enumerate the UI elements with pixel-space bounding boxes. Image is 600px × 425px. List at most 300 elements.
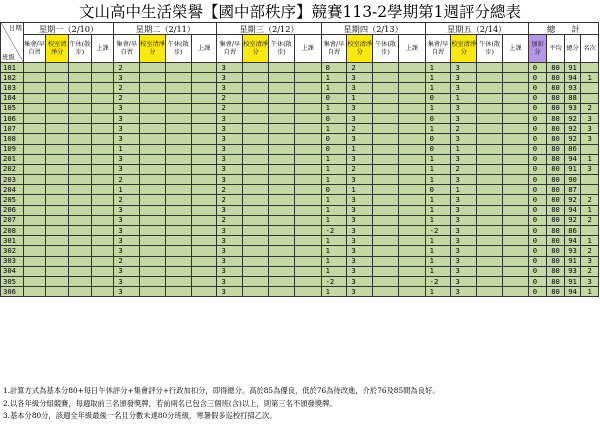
fri-cell [477,144,503,154]
class-cell: 303 [1,256,24,266]
wed-cell [243,266,269,276]
tue-cell [165,83,191,93]
fri-cell: 1 [425,103,451,113]
class-cell: 206 [1,205,24,215]
class-cell: 204 [1,185,24,195]
mon-cell [69,226,92,236]
tue-cell: 3 [114,113,140,123]
fri-cell [502,63,528,73]
wed-cell: 3 [217,256,243,266]
score-cell: 94 [564,154,580,164]
wed-cell [268,83,294,93]
mon-cell [91,195,114,205]
mon-cell [46,113,69,123]
average-cell: 80 [547,195,565,205]
mon-cell [69,103,92,113]
class-cell: 203 [1,175,24,185]
wed-cell [294,93,321,103]
table-row [1,215,599,225]
tue-cell [191,103,217,113]
tue-cell: 1 [114,144,140,154]
rank-cell: 3 [581,256,599,266]
fri-cell [477,83,503,93]
tue-cell [191,287,217,297]
bonus-cell: 0 [528,83,547,93]
rank-cell [581,63,599,73]
tue-cell [191,256,217,266]
fri-cell [502,83,528,93]
score-cell: 88 [564,93,580,103]
thu-cell [373,83,399,93]
mon-cell [91,256,114,266]
thu-cell: 1 [321,287,347,297]
fri-cell: 3 [451,246,477,256]
tue-cell: 3 [114,124,140,134]
fri-cell: 3 [451,226,477,236]
bonus-cell: 0 [528,215,547,225]
score-cell: 94 [564,236,580,246]
mon-cell [91,246,114,256]
fri-cell: 3 [451,73,477,83]
wed-cell [268,124,294,134]
thu-cell [398,287,425,297]
day3-subhead-1: 集會/早自習 [217,35,243,63]
rank-cell: 1 [581,236,599,246]
day5-subhead-2: 校室清淨分 [451,35,477,63]
thu-cell: 1 [321,246,347,256]
wed-cell [243,226,269,236]
table-row [1,236,599,246]
class-cell: 302 [1,246,24,256]
score-cell: 86 [564,144,580,154]
fri-cell: -2 [425,226,451,236]
tue-cell: 3 [114,287,140,297]
tue-cell: 2 [114,83,140,93]
tue-cell [191,185,217,195]
thu-cell [398,134,425,144]
fri-cell: 1 [425,246,451,256]
wed-cell [268,93,294,103]
mon-cell [91,134,114,144]
tue-cell [140,276,166,286]
tue-cell [140,175,166,185]
score-cell: 92 [564,195,580,205]
bonus-cell: 0 [528,276,547,286]
tue-cell [165,113,191,123]
mon-cell [23,256,46,266]
thu-cell [373,276,399,286]
fri-cell: 3 [451,195,477,205]
score-cell: 91 [564,63,580,73]
fri-cell [502,164,528,174]
wed-cell [294,205,321,215]
table-row [1,185,599,195]
mon-cell [46,63,69,73]
wed-cell [294,276,321,286]
tue-cell [191,205,217,215]
wed-cell: 3 [217,226,243,236]
fri-cell [477,134,503,144]
corner-cell [1,23,24,63]
fri-cell [502,276,528,286]
table-row [1,266,599,276]
tue-cell [165,236,191,246]
day4-subhead-2: 校室清淨分 [347,35,373,63]
tue-cell [191,154,217,164]
class-cell: 104 [1,93,24,103]
thu-cell: 3 [347,205,373,215]
day-header-2: 星期二（2/11） [114,23,217,35]
fri-cell [502,185,528,195]
thu-cell [398,195,425,205]
wed-cell [268,103,294,113]
rank-cell: 1 [581,287,599,297]
fri-cell: 2 [451,164,477,174]
mon-cell [69,63,92,73]
wed-cell [243,63,269,73]
tue-cell [165,154,191,164]
average-cell: 80 [547,144,565,154]
tue-cell: 1 [114,185,140,195]
tue-cell: 3 [114,236,140,246]
wed-cell [243,195,269,205]
class-cell: 205 [1,195,24,205]
fri-cell: 1 [425,164,451,174]
tue-cell [140,103,166,113]
wed-cell [294,73,321,83]
bonus-cell: 0 [528,144,547,154]
wed-cell [268,287,294,297]
mon-cell [46,256,69,266]
table-row [1,205,599,215]
thu-cell: 3 [347,103,373,113]
wed-cell [268,266,294,276]
wed-cell [294,256,321,266]
class-cell: 109 [1,144,24,154]
fri-cell: 3 [451,205,477,215]
wed-cell [243,124,269,134]
mon-cell [69,164,92,174]
tue-cell: 2 [114,93,140,103]
thu-cell [373,113,399,123]
class-cell: 105 [1,103,24,113]
thu-cell: 1 [321,256,347,266]
wed-cell [243,246,269,256]
day4-subhead-1: 集會/早自習 [321,35,347,63]
fri-cell: 1 [425,73,451,83]
wed-cell: 3 [217,144,243,154]
mon-cell [91,73,114,83]
mon-cell [46,195,69,205]
tue-cell [140,215,166,225]
thu-cell [373,73,399,83]
notes-section [3,385,440,423]
mon-cell [46,236,69,246]
thu-cell [373,195,399,205]
fri-cell: 1 [425,287,451,297]
tue-cell [191,246,217,256]
score-cell: 91 [564,256,580,266]
table-row [1,246,599,256]
wed-cell [243,185,269,195]
tue-cell [191,93,217,103]
thu-cell [398,154,425,164]
wed-cell: 3 [217,236,243,246]
thu-cell [373,154,399,164]
mon-cell [23,287,46,297]
class-cell: 107 [1,124,24,134]
mon-cell [46,83,69,93]
thu-cell: 1 [321,103,347,113]
score-cell: 87 [564,185,580,195]
mon-cell [46,134,69,144]
wed-cell: 3 [217,276,243,286]
table-row [1,276,599,286]
fri-cell: -2 [425,276,451,286]
fri-cell [477,103,503,113]
wed-cell: 3 [217,63,243,73]
wed-cell [294,246,321,256]
fri-cell: 0 [425,144,451,154]
mon-cell [46,276,69,286]
tue-cell: 2 [114,175,140,185]
wed-cell [294,164,321,174]
mon-cell [91,226,114,236]
thu-cell: 1 [321,164,347,174]
wed-cell [268,276,294,286]
fri-cell: 1 [451,144,477,154]
thu-cell [373,63,399,73]
tue-cell [191,195,217,205]
bonus-cell: 0 [528,205,547,215]
tue-cell [140,236,166,246]
wed-cell [268,144,294,154]
wed-cell: 3 [217,287,243,297]
table-row [1,287,599,297]
thu-cell: 1 [321,266,347,276]
class-cell: 304 [1,266,24,276]
tue-cell [140,185,166,195]
total-subhead-2: 平均 [547,35,565,63]
tue-cell [191,134,217,144]
fri-cell: 3 [451,175,477,185]
tue-cell: 3 [114,154,140,164]
day1-subhead-4: 上課 [91,35,114,63]
class-cell: 202 [1,164,24,174]
mon-cell [91,185,114,195]
table-row [1,164,599,174]
fri-cell: 3 [451,276,477,286]
mon-cell [69,144,92,154]
mon-cell [91,154,114,164]
bonus-cell: 0 [528,175,547,185]
fri-cell [502,226,528,236]
fri-cell [477,63,503,73]
mon-cell [91,144,114,154]
wed-cell [268,246,294,256]
total-header: 總 計 [528,23,598,35]
bonus-cell: 0 [528,195,547,205]
bonus-cell: 0 [528,113,547,123]
thu-cell [398,236,425,246]
thu-cell [398,164,425,174]
rank-cell: 3 [581,113,599,123]
wed-cell: 3 [217,83,243,93]
mon-cell [69,215,92,225]
thu-cell: 3 [347,154,373,164]
class-cell: 102 [1,73,24,83]
thu-cell: 1 [321,205,347,215]
thu-cell [398,256,425,266]
score-cell: 92 [564,113,580,123]
rank-cell [581,175,599,185]
class-cell: 101 [1,63,24,73]
tue-cell: 3 [114,134,140,144]
wed-cell [294,144,321,154]
thu-cell: 3 [347,256,373,266]
wed-cell [268,215,294,225]
fri-cell: 3 [451,266,477,276]
mon-cell [46,266,69,276]
score-cell: 93 [564,83,580,93]
mon-cell [69,266,92,276]
wed-cell [268,175,294,185]
rank-cell: 2 [581,215,599,225]
thu-cell: 3 [347,113,373,123]
fri-cell [477,93,503,103]
total-subhead-1: 加扣分 [528,35,547,63]
mon-cell [23,93,46,103]
fri-cell: 3 [451,134,477,144]
mon-cell [69,113,92,123]
mon-cell [23,175,46,185]
mon-cell [23,144,46,154]
wed-cell [268,113,294,123]
mon-cell [23,124,46,134]
mon-cell [46,175,69,185]
thu-cell: -2 [321,276,347,286]
tue-cell [140,124,166,134]
fri-cell [502,134,528,144]
average-cell: 80 [547,175,565,185]
score-cell: 93 [564,246,580,256]
class-cell: 106 [1,113,24,123]
fri-cell: 0 [425,93,451,103]
rank-cell: 1 [581,154,599,164]
average-cell: 80 [547,154,565,164]
day1-subhead-3: 午休(散步) [69,35,92,63]
wed-cell [268,134,294,144]
thu-cell: 3 [347,134,373,144]
wed-cell [268,256,294,266]
thu-cell: 3 [347,236,373,246]
mon-cell [91,205,114,215]
table-row [1,113,599,123]
wed-cell [294,83,321,93]
mon-cell [46,73,69,83]
mon-cell [69,134,92,144]
mon-cell [91,175,114,185]
wed-cell [294,287,321,297]
fri-cell [477,73,503,83]
wed-cell [243,103,269,113]
note-line-2: 2.以各年級分組競賽，每週取前三名頒發獎牌，若前兩名已包含三個班(含)以上，則第三名不頒發獎牌。 [3,398,337,408]
tue-cell: 3 [114,246,140,256]
table-row [1,124,599,134]
mon-cell [46,124,69,134]
rank-cell: 3 [581,276,599,286]
thu-cell: 1 [321,124,347,134]
tue-cell [140,73,166,83]
bonus-cell: 0 [528,103,547,113]
average-cell: 80 [547,256,565,266]
thu-cell [398,185,425,195]
fri-cell: 3 [451,103,477,113]
thu-cell: 0 [321,113,347,123]
mon-cell [91,236,114,246]
wed-cell [243,164,269,174]
fri-cell: 1 [451,185,477,195]
tue-cell [140,154,166,164]
fri-cell [477,113,503,123]
tue-cell [165,266,191,276]
fri-cell: 1 [425,63,451,73]
tue-cell [165,185,191,195]
average-cell: 80 [547,124,565,134]
thu-cell: 0 [321,93,347,103]
mon-cell [46,103,69,113]
fri-cell: 3 [451,63,477,73]
fri-cell [502,124,528,134]
thu-cell: 3 [347,175,373,185]
mon-cell [46,93,69,103]
bonus-cell: 0 [528,124,547,134]
bonus-cell: 0 [528,236,547,246]
thu-cell: 1 [347,93,373,103]
mon-cell [69,195,92,205]
fri-cell [502,103,528,113]
average-cell: 80 [547,205,565,215]
tue-cell [191,63,217,73]
wed-cell [268,205,294,215]
mon-cell [91,164,114,174]
mon-cell [91,93,114,103]
average-cell: 80 [547,215,565,225]
bonus-cell: 0 [528,246,547,256]
wed-cell [294,226,321,236]
total-subhead-3: 總分 [564,35,580,63]
fri-cell: 3 [451,113,477,123]
wed-cell: 2 [217,195,243,205]
mon-cell [91,215,114,225]
tue-cell [165,195,191,205]
class-cell: 301 [1,236,24,246]
fri-cell: 0 [425,113,451,123]
thu-cell: 3 [347,246,373,256]
mon-cell [23,154,46,164]
mon-cell [69,256,92,266]
tue-cell [165,103,191,113]
table-row [1,134,599,144]
tue-cell [191,175,217,185]
wed-cell [268,63,294,73]
class-cell: 306 [1,287,24,297]
thu-cell [398,226,425,236]
wed-cell [294,175,321,185]
thu-cell [398,63,425,73]
fri-cell [502,205,528,215]
thu-cell: 2 [347,124,373,134]
